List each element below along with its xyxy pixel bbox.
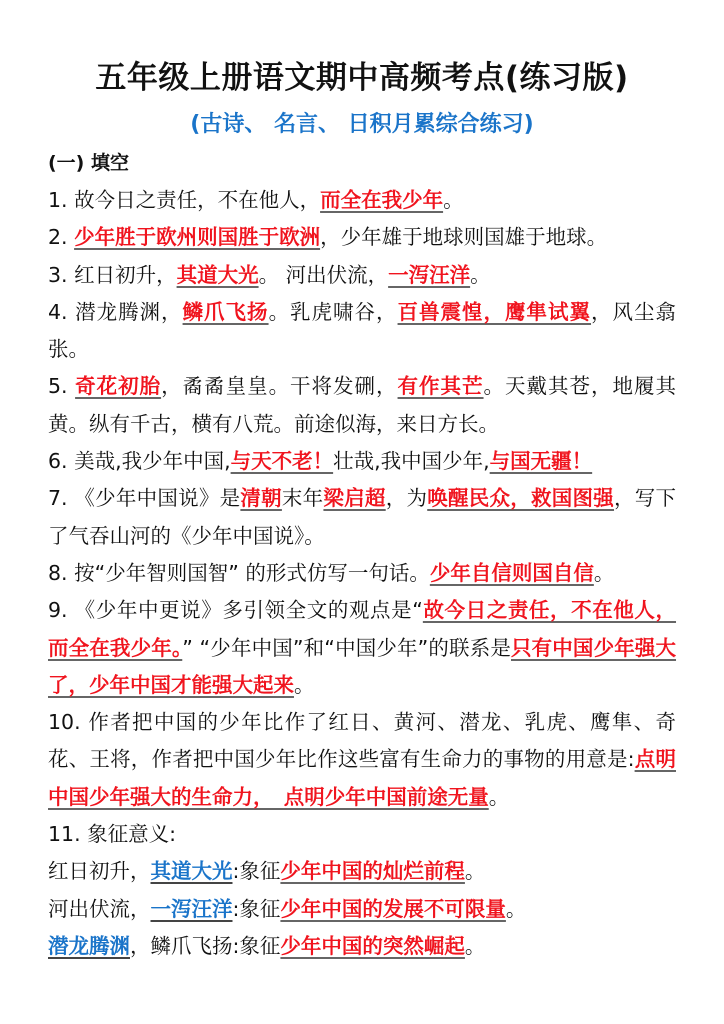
answer-text: 鳞爪飞扬 [182, 299, 269, 324]
question-text: 7. 《少年中国说》是 [48, 486, 241, 511]
question-text: 。 [443, 188, 464, 212]
answer-text: 点明中国少年强大的生命力， 点明少年中国前途无量 [48, 747, 676, 809]
question-text: 河出伏流， [48, 896, 151, 921]
answer-text: 有作其芒 [397, 374, 484, 399]
question-text: ，为 [385, 486, 428, 511]
answer-text: 少年胜于欧州则国胜于欧洲 [74, 225, 321, 250]
question-item [48, 704, 676, 816]
question-text: 。 河出伏流， [258, 262, 389, 287]
question-item [48, 294, 676, 369]
question-text: 红日初升， [48, 859, 151, 884]
question-item [48, 480, 676, 555]
question-text: ，鳞爪飞扬:象征 [130, 933, 281, 958]
question-item [48, 368, 676, 443]
question-text: ，风尘翕张。 [48, 299, 677, 362]
answer-text: 唤醒民众，救国图强 [427, 486, 615, 511]
question-text: 9. 《少年中更说》多引领全文的观点是“ [48, 598, 423, 623]
question-text: 1. 故今日之责任，不在他人， [48, 188, 321, 212]
answer-text: 与国无疆！ [489, 449, 593, 474]
question-item [48, 555, 676, 592]
question-text: 8. 按“少年智则国智” 的形式仿写一句话。 [48, 560, 430, 585]
answer-text: 与天不老！ [230, 449, 334, 474]
question-item [48, 891, 676, 928]
answer-text: 故今日之责任，不在他人，而全在我少年。 [48, 598, 677, 660]
question-text: 。 [505, 896, 527, 921]
question-item [48, 816, 676, 853]
question-text: 。 [294, 672, 315, 697]
answer-text: 而全在我少年 [320, 188, 444, 212]
page-subtitle: (古诗、 名言、 日积月累综合练习) [190, 112, 534, 137]
question-text: 壮哉,我中国少年, [333, 449, 490, 474]
answer-text: 其道大光 [150, 859, 233, 884]
page-title: 五年级上册语文期中高频考点(练习版) [95, 60, 629, 96]
question-text: 10. 作者把中国的少年比作了红日、黄河、潜龙、乳虎、鹰隼、奇花、王将，作者把中国少年比作这些富有生命力的事物的用意是: [48, 710, 676, 772]
question-item [48, 219, 676, 256]
answer-text: 少年自信则国自信 [429, 560, 594, 585]
question-text: 。 [464, 859, 486, 884]
answer-text: 一泻汪洋 [388, 262, 471, 287]
question-text: 。天戴其苍，地履其黄。纵有千古，横有八荒。前途似海，来日方长。 [48, 374, 677, 436]
question-text: 6. 美哉,我少年中国, [48, 449, 231, 474]
question-text: 末年 [281, 486, 324, 511]
question-item [48, 182, 676, 219]
question-item [48, 853, 676, 890]
answer-text: 其道大光 [176, 262, 259, 287]
answer-text: 一泻汪洋 [150, 896, 233, 921]
question-text: ，矞矞皇皇。干将发硎， [161, 374, 398, 399]
question-text: 。 [593, 560, 615, 585]
question-text: ，少年雄于地球则国雄于地球。 [320, 225, 608, 250]
question-text: ” “少年中国”和“中国少年”的联系是 [182, 635, 511, 660]
answer-text: 潜龙腾渊 [48, 933, 130, 958]
answer-text: 清朝 [240, 486, 282, 511]
question-text: 3. 红日初升， [48, 262, 177, 287]
answer-text: 奇花初胎 [75, 374, 162, 399]
section-heading: (一) 填空 [48, 152, 129, 174]
question-text: ，写下了气吞山河的《少年中国说》。 [48, 486, 677, 548]
question-item [48, 443, 676, 480]
question-text: 4. 潜龙腾渊， [48, 299, 183, 324]
question-text: 。乳虎啸谷， [268, 299, 398, 324]
answer-text: 梁启超 [323, 486, 386, 511]
answer-text: 少年中国的灿烂前程 [280, 859, 465, 884]
answer-text: 少年中国的突然崛起 [280, 933, 465, 958]
question-text: 11. 象征意义: [48, 822, 177, 847]
answer-text: 百兽震惶，鹰隼试翼 [397, 299, 592, 324]
question-text: 。 [470, 262, 491, 287]
question-text: :象征 [232, 896, 281, 921]
question-text: 。 [464, 933, 486, 958]
question-text: 。 [488, 784, 510, 809]
question-list [48, 182, 676, 965]
answer-text: 少年中国的发展不可限量 [280, 896, 506, 921]
answer-text: 只有中国少年强大了，少年中国才能强大起来 [48, 635, 677, 697]
question-text: 5. [48, 374, 76, 399]
question-item [48, 928, 676, 965]
question-item [48, 592, 676, 704]
question-text: 2. [48, 225, 75, 250]
question-item [48, 257, 676, 294]
question-text: :象征 [232, 859, 281, 884]
